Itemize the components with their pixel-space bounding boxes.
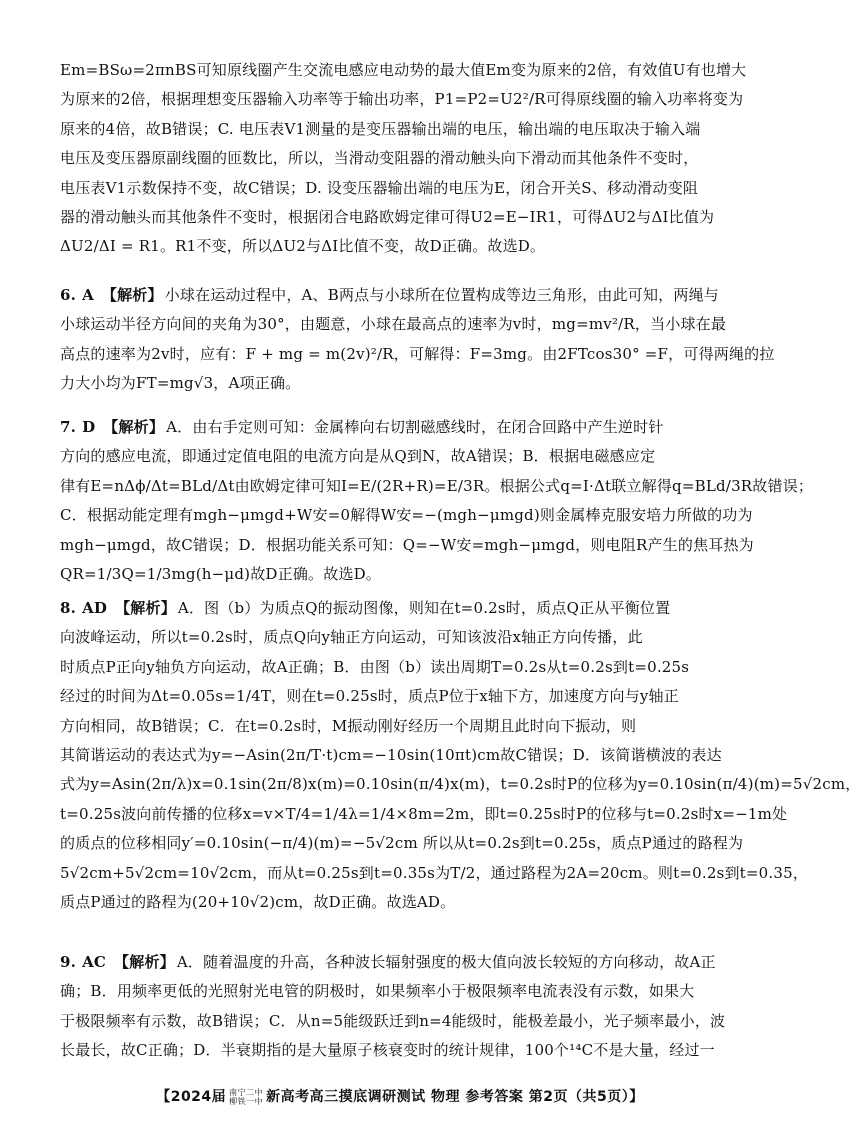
text-line: 律有E=nΔϕ/Δt=BLd/Δt由欧姆定律可知I=E/(2R+R)=E/3R。根据公式q=I·Δt联立解得q=BLd/3R故错误； xyxy=(60,476,814,495)
analysis-tag: 【解析】 xyxy=(103,418,165,436)
question-number: 9. xyxy=(60,953,77,971)
q5-continuation xyxy=(60,56,750,262)
text-line: QR=1/3Q=1/3mg(h−μd)故D正确。故选D。 xyxy=(60,565,382,584)
text-line: C．根据动能定理有mgh−μmgd+W安=0解得W安=−(mgh−μmgd)则金属棒克服安培力所做的功为 xyxy=(60,506,753,525)
answer-choice: D xyxy=(82,418,96,436)
text-line: 电压及变压器原副线圈的匝数比，所以，当滑动变阻器的滑动触头向下滑动而其他条件不变时， xyxy=(60,149,699,168)
text-line: 为原来的2倍，根据理想变压器输入功率等于输出功率，P1=P2=U2²/R可得原线圈的输入功率将变为 xyxy=(60,90,744,109)
answer-choice: AD xyxy=(82,599,108,617)
text-line: 于极限频率有示数，故B错误；C．从n=5能级跃迁到n=4能级时，能极差最小，光子频率最小，波 xyxy=(60,1011,726,1030)
text-line: 小球在运动过程中，A、B两点与小球所在位置构成等边三角形，由此可知，两绳与 xyxy=(164,286,719,304)
text-line: 原来的4倍，故B错误；C. 电压表V1测量的是变压器输出端的电压，输出端的电压取决于输入端 xyxy=(60,119,701,138)
question-number: 7. xyxy=(60,418,77,436)
text-line: 式为y=Asin(2π/λ)x=0.1sin(2π/8)x(m)=0.10sin(π/4)x(m)，t=0.2s时P的位移为y=0.10sin(π/4)(m)=5√2cm， xyxy=(60,775,860,794)
text-line: 质点P通过的路程为(20+10√2)cm，故D正确。故选AD。 xyxy=(60,893,456,912)
analysis-tag: 【解析】 xyxy=(114,953,175,971)
page-footer xyxy=(0,1086,800,1106)
question-6 xyxy=(60,281,775,399)
text-line: 经过的时间为Δt=0.05s=1/4T，则在t=0.25s时，质点P位于x轴下方，加速度方向与y轴正 xyxy=(60,687,679,706)
answer-choice: A xyxy=(82,286,94,304)
answer-choice: AC xyxy=(82,953,107,971)
analysis-tag: 【解析】 xyxy=(101,286,163,304)
text-line: 小球运动半径方向间的夹角为30°，由题意，小球在最高点的速率为v时，mg=mv²/R，当小球在最 xyxy=(60,315,727,334)
text-line: 确；B．用频率更低的光照射光电管的阴极时，如果频率小于极限频率电流表没有示数，如果大 xyxy=(60,982,695,1001)
text-line: 方向的感应电流，即通过定值电阻的电流方向是从Q到N，故A错误；B．根据电磁感应定 xyxy=(60,447,656,466)
school-bottom: 柳铁一中 xyxy=(229,1097,264,1106)
text-line: A．图（b）为质点Q的振动图像，则知在t=0.2s时，质点Q正从平衡位置 xyxy=(177,599,671,617)
text-line: mgh−μmgd，故C错误；D．根据功能关系可知：Q=−W安=mgh−μmgd，则电阻R产生的焦耳热为 xyxy=(60,535,754,554)
text-line: A．随着温度的升高，各种波长辐射强度的极大值向波长较短的方向移动，故A正 xyxy=(176,953,716,971)
question-number: 8. xyxy=(60,599,77,617)
analysis-tag: 【解析】 xyxy=(115,599,176,617)
question-number: 6. xyxy=(60,286,77,304)
text-line: Em=BSω=2πnBS可知原线圈产生交流电感应电动势的最大值Em变为原来的2倍，有效值U有也增大 xyxy=(60,61,747,79)
text-line: 5√2cm+5√2cm=10√2cm，而从t=0.25s到t=0.35s为T/2，通过路程为2A=20cm。则t=0.2s到t=0.35， xyxy=(60,863,809,882)
text-line: t=0.25s波向前传播的位移x=v×T/4=1/4λ=1/4×8m=2m，即t=0.25s时P的位移与t=0.2s时x=−1m处 xyxy=(60,804,788,823)
text-line: 其简谐运动的表达式为y=−Asin(2π/T·t)cm=−10sin(10πt)cm故C错误；D．该简谐横波的表达 xyxy=(60,746,722,765)
question-8 xyxy=(60,594,860,917)
footer-title: 新高考高三摸底调研测试 物理 参考答案 第2页（共5页）】 xyxy=(266,1089,644,1105)
school-top: 南宁二中 xyxy=(229,1088,264,1097)
question-7 xyxy=(60,413,814,589)
text-line: 力大小均为FT=mg√3，A项正确。 xyxy=(60,374,301,393)
text-line: ΔU2/ΔI = R1。R1不变，所以ΔU2与ΔI比值不变，故D正确。故选D。 xyxy=(60,237,546,256)
question-9 xyxy=(60,948,750,1066)
text-line: 高点的速率为2v时，应有：F + mg = m(2v)²/R，可解得：F=3mg。由2FTcos30° =F，可得两绳的拉 xyxy=(60,344,775,363)
footer-year: 【2024届 xyxy=(156,1089,227,1105)
text-line: 向波峰运动，所以t=0.2s时，质点Q向y轴正方向运动，可知该波沿x轴正方向传播，此 xyxy=(60,628,643,647)
text-line: 电压表V1示数保持不变，故C错误；D. 设变压器输出端的电压为E，闭合开关S、移动滑动变阻 xyxy=(60,178,699,197)
text-line: 器的滑动触头而其他条件不变时，根据闭合电路欧姆定律可得U2=E−IR1，可得ΔU2与ΔI比值为 xyxy=(60,208,715,227)
footer-schools xyxy=(229,1088,263,1106)
text-line: 方向相同，故B错误；C．在t=0.2s时，M振动刚好经历一个周期且此时向下振动，则 xyxy=(60,716,637,735)
text-line: 的质点的位移相同y′=0.10sin(−π/4)(m)=−5√2cm 所以从t=0.2s到t=0.25s，质点P通过的路程为 xyxy=(60,834,744,853)
text-line: 长最长，故C正确；D．半衰期指的是大量原子核衰变时的统计规律，100个¹⁴C不是大量，经过一 xyxy=(60,1041,715,1060)
text-line: A．由右手定则可知：金属棒向右切割磁感线时，在闭合回路中产生逆时针 xyxy=(166,418,664,436)
text-line: 时质点P正向y轴负方向运动，故A正确；B．由图（b）读出周期T=0.2s从t=0.2s到t=0.25s xyxy=(60,657,690,676)
